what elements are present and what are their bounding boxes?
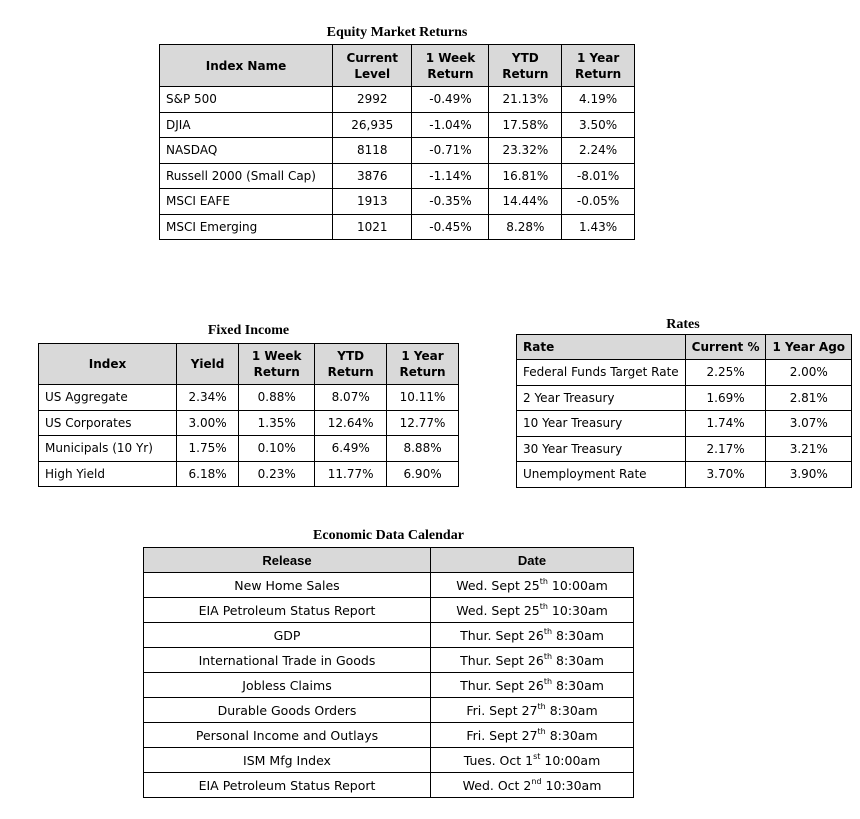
equity-label-cell: NASDAQ <box>160 138 333 164</box>
rates-label-cell: Federal Funds Target Rate <box>517 360 686 386</box>
fixed-value-cell: 6.18% <box>177 461 239 487</box>
rates-value-cell: 1.74% <box>685 411 766 437</box>
rates-header-row <box>517 335 852 360</box>
equity-value-cell: 2.24% <box>562 138 635 164</box>
rates-value-cell: 2.81% <box>766 385 852 411</box>
fixed-value-cell: 8.07% <box>315 385 387 411</box>
fixed-value-cell: 1.75% <box>177 436 239 462</box>
econ-header-row <box>144 548 634 573</box>
rates-row <box>517 436 852 462</box>
fixed-row <box>39 436 459 462</box>
econ-col-release: Release <box>144 548 431 573</box>
fixed-label-cell: US Corporates <box>39 410 177 436</box>
econ-row <box>144 723 634 748</box>
fixed-body <box>39 385 459 487</box>
econ-date-post: 10:00am <box>547 577 608 593</box>
econ-date-post: 8:30am <box>552 652 604 668</box>
econ-release-cell: GDP <box>144 623 431 648</box>
equity-col-ytd: YTD Return <box>489 45 562 87</box>
econ-table <box>143 547 634 798</box>
fixed-value-cell: 0.88% <box>239 385 315 411</box>
equity-row <box>160 189 635 215</box>
econ-date-cell <box>431 723 634 748</box>
rates-col-ago: 1 Year Ago <box>766 335 852 360</box>
equity-label-cell: MSCI Emerging <box>160 214 333 240</box>
econ-release-cell: EIA Petroleum Status Report <box>144 773 431 798</box>
rates-value-cell: 1.69% <box>685 385 766 411</box>
rates-col-rate: Rate <box>517 335 686 360</box>
econ-date-pre: Tues. Oct 1 <box>463 752 534 768</box>
fixed-value-cell: 6.90% <box>387 461 459 487</box>
econ-title: Economic Data Calendar <box>313 528 464 543</box>
fixed-col-ytd: YTD Return <box>315 344 387 385</box>
fixed-row <box>39 461 459 487</box>
equity-value-cell: 21.13% <box>489 87 562 113</box>
fixed-income-table <box>38 343 459 487</box>
rates-value-cell: 3.70% <box>685 462 766 488</box>
equity-label-cell: DJIA <box>160 112 333 138</box>
equity-title: Equity Market Returns <box>326 25 468 40</box>
econ-date-sup: th <box>537 726 546 736</box>
econ-body <box>144 573 634 798</box>
equity-value-cell: -0.35% <box>412 189 489 215</box>
rates-label-cell: 30 Year Treasury <box>517 436 686 462</box>
fixed-value-cell: 8.88% <box>387 436 459 462</box>
fixed-value-cell: 11.77% <box>315 461 387 487</box>
equity-row <box>160 112 635 138</box>
econ-release-cell: Personal Income and Outlays <box>144 723 431 748</box>
econ-row <box>144 573 634 598</box>
econ-release-cell: EIA Petroleum Status Report <box>144 598 431 623</box>
fixed-col-yield: Yield <box>177 344 239 385</box>
equity-col-week: 1 Week Return <box>412 45 489 87</box>
fixed-value-cell: 0.10% <box>239 436 315 462</box>
rates-row <box>517 411 852 437</box>
econ-date-post: 10:30am <box>541 777 602 793</box>
econ-date-cell <box>431 573 634 598</box>
econ-date-sup: nd <box>531 776 542 786</box>
econ-date-cell <box>431 748 634 773</box>
econ-date-pre: Wed. Oct 2 <box>462 777 532 793</box>
econ-date-sup: th <box>543 651 553 661</box>
equity-row <box>160 87 635 113</box>
rates-row <box>517 385 852 411</box>
equity-body <box>160 87 635 240</box>
rates-value-cell: 2.17% <box>685 436 766 462</box>
equity-value-cell: 14.44% <box>489 189 562 215</box>
econ-row <box>144 698 634 723</box>
equity-label-cell: MSCI EAFE <box>160 189 333 215</box>
rates-table <box>516 334 852 488</box>
equity-value-cell: -0.71% <box>412 138 489 164</box>
rates-value-cell: 2.25% <box>685 360 766 386</box>
fixed-value-cell: 12.64% <box>315 410 387 436</box>
econ-release-cell: ISM Mfg Index <box>144 748 431 773</box>
equity-value-cell: -0.45% <box>412 214 489 240</box>
econ-date-cell <box>431 698 634 723</box>
equity-value-cell: 26,935 <box>333 112 412 138</box>
rates-value-cell: 3.21% <box>766 436 852 462</box>
econ-date-post: 8:30am <box>552 677 604 693</box>
econ-date-cell <box>431 673 634 698</box>
rates-row <box>517 360 852 386</box>
fixed-label-cell: High Yield <box>39 461 177 487</box>
equity-header-row <box>160 45 635 87</box>
rates-label-cell: Unemployment Rate <box>517 462 686 488</box>
equity-table <box>159 44 635 240</box>
fixed-header-row <box>39 344 459 385</box>
equity-value-cell: -1.04% <box>412 112 489 138</box>
econ-date-sup: th <box>539 601 548 611</box>
fixed-col-index: Index <box>39 344 177 385</box>
fixed-col-week: 1 Week Return <box>239 344 315 385</box>
econ-col-date: Date <box>431 548 634 573</box>
fixed-value-cell: 0.23% <box>239 461 315 487</box>
econ-row <box>144 748 634 773</box>
fixed-value-cell: 3.00% <box>177 410 239 436</box>
fixed-value-cell: 6.49% <box>315 436 387 462</box>
econ-date-pre: Thur. Sept 26 <box>460 652 544 668</box>
econ-release-cell: New Home Sales <box>144 573 431 598</box>
econ-date-sup: th <box>539 576 548 586</box>
econ-date-sup: th <box>543 676 553 686</box>
econ-date-pre: Thur. Sept 26 <box>460 627 544 643</box>
fixed-income-title: Fixed Income <box>207 323 290 338</box>
econ-date-sup: st <box>533 751 541 761</box>
equity-value-cell: 8118 <box>333 138 412 164</box>
equity-value-cell: 4.19% <box>562 87 635 113</box>
rates-label-cell: 10 Year Treasury <box>517 411 686 437</box>
rates-title: Rates <box>666 317 700 332</box>
econ-date-cell <box>431 773 634 798</box>
equity-value-cell: 3876 <box>333 163 412 189</box>
equity-row <box>160 138 635 164</box>
equity-row <box>160 163 635 189</box>
econ-row <box>144 673 634 698</box>
equity-label-cell: Russell 2000 (Small Cap) <box>160 163 333 189</box>
econ-date-pre: Fri. Sept 27 <box>466 727 538 743</box>
fixed-value-cell: 2.34% <box>177 385 239 411</box>
equity-value-cell: -0.49% <box>412 87 489 113</box>
equity-value-cell: 1.43% <box>562 214 635 240</box>
fixed-value-cell: 10.11% <box>387 385 459 411</box>
equity-value-cell: 1021 <box>333 214 412 240</box>
econ-date-post: 10:00am <box>540 752 601 768</box>
econ-release-cell: Durable Goods Orders <box>144 698 431 723</box>
econ-row <box>144 648 634 673</box>
econ-date-cell <box>431 598 634 623</box>
equity-value-cell: -8.01% <box>562 163 635 189</box>
equity-value-cell: 2992 <box>333 87 412 113</box>
equity-col-level: Current Level <box>333 45 412 87</box>
econ-date-cell <box>431 648 634 673</box>
econ-row <box>144 598 634 623</box>
fixed-row <box>39 410 459 436</box>
rates-row <box>517 462 852 488</box>
equity-value-cell: -0.05% <box>562 189 635 215</box>
fixed-row <box>39 385 459 411</box>
fixed-label-cell: US Aggregate <box>39 385 177 411</box>
equity-label-cell: S&P 500 <box>160 87 333 113</box>
econ-date-post: 8:30am <box>545 702 598 718</box>
equity-col-year: 1 Year Return <box>562 45 635 87</box>
econ-date-pre: Fri. Sept 27 <box>466 702 538 718</box>
rates-value-cell: 3.07% <box>766 411 852 437</box>
econ-date-pre: Wed. Sept 25 <box>456 577 540 593</box>
fixed-label-cell: Municipals (10 Yr) <box>39 436 177 462</box>
fixed-value-cell: 12.77% <box>387 410 459 436</box>
econ-date-post: 8:30am <box>545 727 598 743</box>
rates-col-current: Current % <box>685 335 766 360</box>
econ-release-cell: Jobless Claims <box>144 673 431 698</box>
fixed-col-year: 1 Year Return <box>387 344 459 385</box>
rates-value-cell: 2.00% <box>766 360 852 386</box>
econ-date-post: 10:30am <box>547 602 608 618</box>
econ-date-cell <box>431 623 634 648</box>
fixed-value-cell: 1.35% <box>239 410 315 436</box>
econ-release-cell: International Trade in Goods <box>144 648 431 673</box>
equity-value-cell: 23.32% <box>489 138 562 164</box>
rates-body <box>517 360 852 488</box>
equity-col-name: Index Name <box>160 45 333 87</box>
equity-value-cell: 1913 <box>333 189 412 215</box>
equity-value-cell: -1.14% <box>412 163 489 189</box>
econ-date-sup: th <box>537 701 546 711</box>
econ-row <box>144 773 634 798</box>
equity-value-cell: 16.81% <box>489 163 562 189</box>
equity-value-cell: 17.58% <box>489 112 562 138</box>
econ-date-post: 8:30am <box>552 627 604 643</box>
econ-date-sup: th <box>543 626 553 636</box>
equity-row <box>160 214 635 240</box>
econ-date-pre: Thur. Sept 26 <box>460 677 544 693</box>
equity-value-cell: 3.50% <box>562 112 635 138</box>
econ-date-pre: Wed. Sept 25 <box>456 602 540 618</box>
rates-label-cell: 2 Year Treasury <box>517 385 686 411</box>
econ-row <box>144 623 634 648</box>
rates-value-cell: 3.90% <box>766 462 852 488</box>
equity-value-cell: 8.28% <box>489 214 562 240</box>
